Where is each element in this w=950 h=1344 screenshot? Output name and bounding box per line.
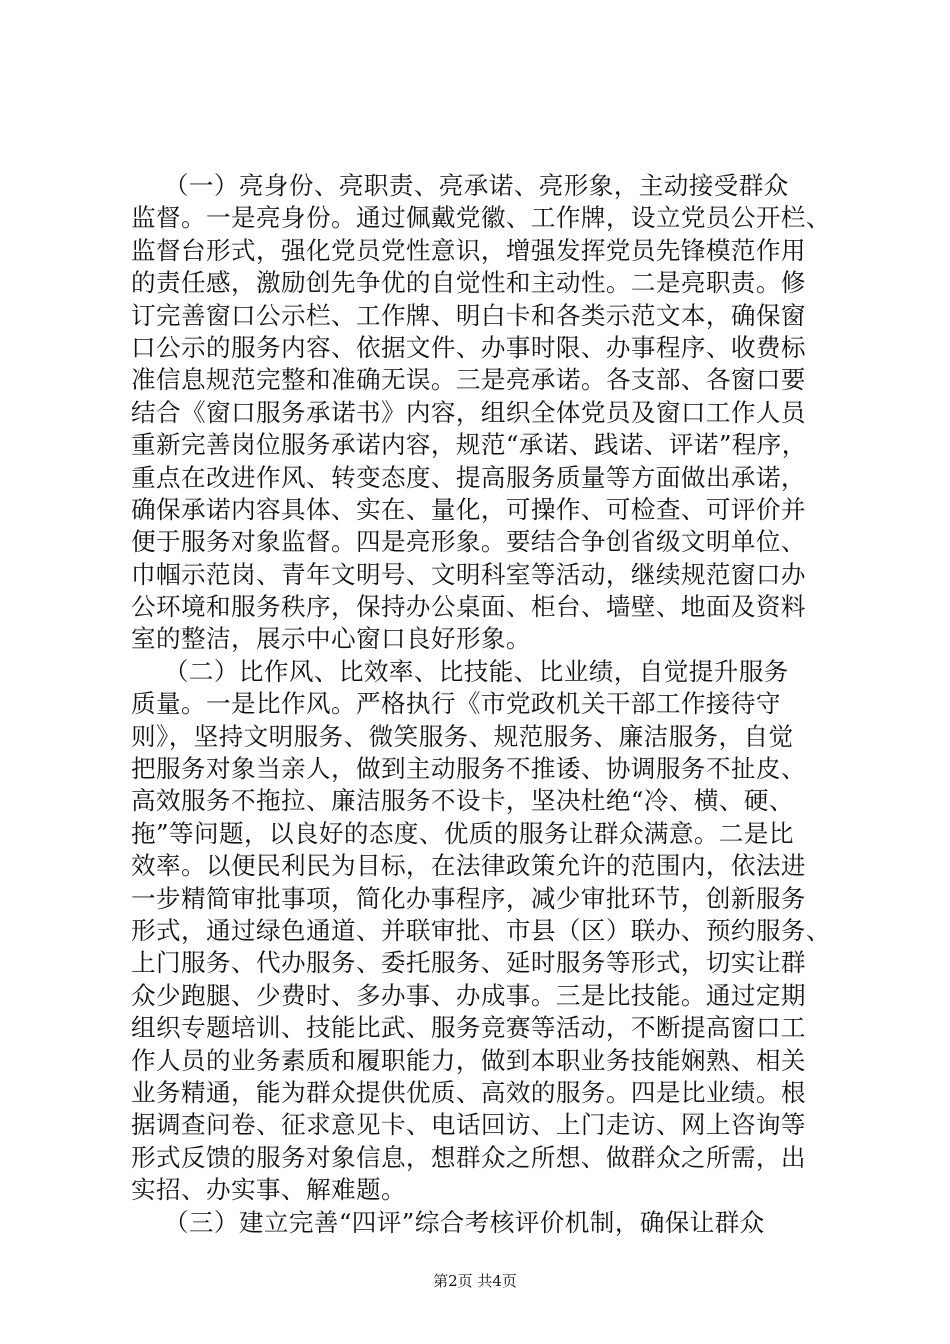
text-line: 准信息规范完整和准确无误。三是亮承诺。各支部、各窗口要 bbox=[131, 365, 806, 395]
text-line: 室的整洁，展示中心窗口良好形象。 bbox=[131, 624, 531, 654]
text-line: 则》，坚持文明服务、微笑服务、规范服务、廉洁服务，自觉 bbox=[131, 721, 794, 751]
text-line: 监督。一是亮身份。通过佩戴党徽、工作牌，设立党员公开栏、 bbox=[131, 203, 831, 233]
text-line: （二）比作风、比效率、比技能、比业绩，自觉提升服务 bbox=[131, 656, 789, 686]
text-line: 组织专题培训、技能比武、服务竞赛等活动，不断提高窗口工 bbox=[131, 1013, 806, 1043]
document-body bbox=[131, 170, 831, 1239]
text-line: 重点在改进作风、转变态度、提高服务质量等方面做出承诺， bbox=[131, 462, 806, 492]
text-line: 确保承诺内容具体、实在、量化，可操作、可检查、可评价并 bbox=[131, 494, 806, 524]
text-line: 订完善窗口公示栏、工作牌、明白卡和各类示范文本，确保窗 bbox=[131, 300, 806, 330]
page-footer: 第2页 共4页 bbox=[433, 1272, 517, 1290]
text-line: 业务精通，能为群众提供优质、高效的服务。四是比业绩。根 bbox=[131, 1077, 806, 1107]
text-line: 的责任感，激励创先争优的自觉性和主动性。二是亮职责。修 bbox=[131, 268, 806, 298]
text-line: 口公示的服务内容、依据文件、办事时限、办事程序、收费标 bbox=[131, 332, 806, 362]
text-line: 高效服务不拖拉、廉洁服务不设卡，坚决杜绝“冷、横、硬、 bbox=[131, 786, 794, 816]
text-line: 形式，通过绿色通道、并联审批、市县（区）联办、预约服务、 bbox=[131, 915, 831, 945]
text-line: 上门服务、代办服务、委托服务、延时服务等形式，切实让群 bbox=[131, 948, 806, 978]
text-line: 众少跑腿、少费时、多办事、办成事。三是比技能。通过定期 bbox=[131, 980, 806, 1010]
text-line: 监督台形式，强化党员党性意识，增强发挥党员先锋模范作用 bbox=[131, 235, 806, 265]
text-line: 结合《窗口服务承诺书》内容，组织全体党员及窗口工作人员 bbox=[131, 397, 806, 427]
text-line: 形式反馈的服务对象信息，想群众之所想、做群众之所需，出 bbox=[131, 1142, 806, 1172]
text-line: 巾帼示范岗、青年文明号、文明科室等活动，继续规范窗口办 bbox=[131, 559, 806, 589]
text-line: 把服务对象当亲人，做到主动服务不推诿、协调服务不扯皮、 bbox=[131, 754, 806, 784]
text-line: 重新完善岗位服务承诺内容，规范“承诺、践诺、评诺”程序， bbox=[131, 430, 807, 460]
text-line: 一步精简审批事项，简化办事程序，减少审批环节，创新服务 bbox=[131, 883, 806, 913]
text-line: 效率。以便民利民为目标，在法律政策允许的范围内，依法进 bbox=[131, 851, 806, 881]
text-line: （一）亮身份、亮职责、亮承诺、亮形象，主动接受群众 bbox=[131, 171, 789, 200]
text-line: 便于服务对象监督。四是亮形象。要结合争创省级文明单位、 bbox=[131, 527, 806, 557]
text-line: 公环境和服务秩序，保持办公桌面、柜台、墙壁、地面及资料 bbox=[131, 592, 806, 622]
text-line: 拖”等问题，以良好的态度、优质的服务让群众满意。二是比 bbox=[131, 818, 794, 848]
text-line: 实招、办实事、解难题。 bbox=[131, 1175, 406, 1205]
text-line: 质量。一是比作风。严格执行《市党政机关干部工作接待守 bbox=[131, 689, 781, 719]
text-line: 据调查问卷、征求意见卡、电话回访、上门走访、网上咨询等 bbox=[131, 1110, 806, 1140]
text-line: 作人员的业务素质和履职能力，做到本职业务技能娴熟、相关 bbox=[131, 1045, 806, 1075]
text-line: （三）建立完善“四评”综合考核评价机制，确保让群众 bbox=[131, 1207, 765, 1237]
